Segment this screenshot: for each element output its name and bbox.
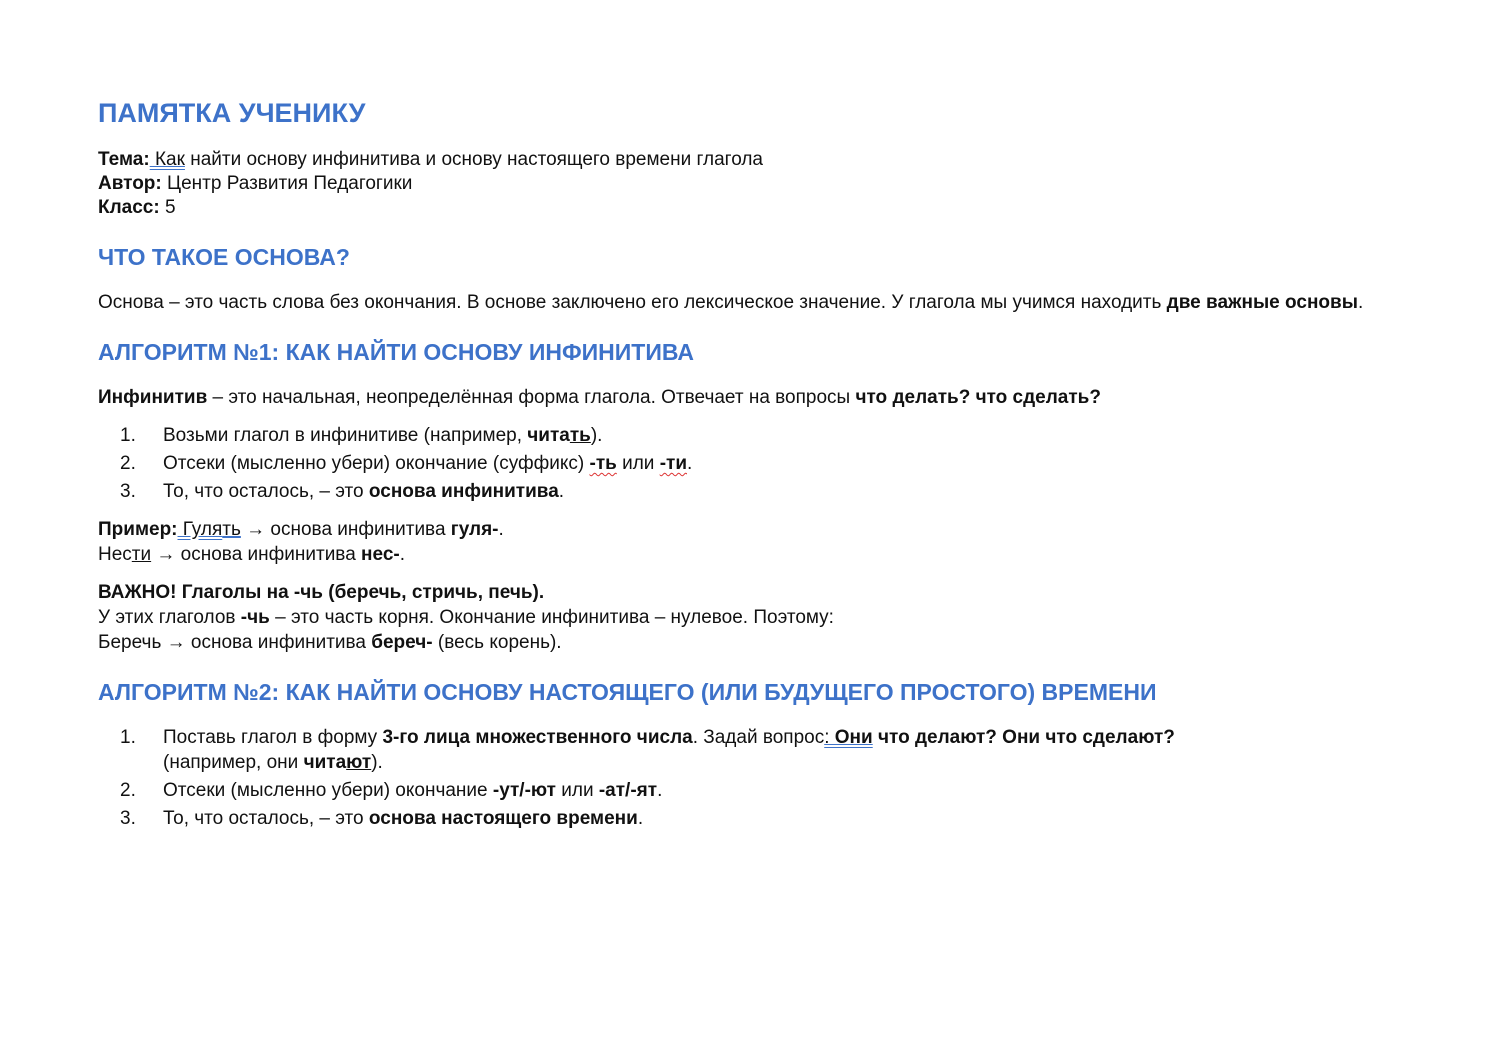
topic-word: Как (149, 149, 185, 170)
topic-label: Тема: (98, 149, 150, 170)
document-title: ПАМЯТКА УЧЕНИКУ (98, 98, 366, 128)
step-line2-ending: ют (346, 752, 372, 773)
step-number: 3. (120, 808, 136, 829)
step-they: Они (829, 727, 873, 748)
algorithm-2-steps (98, 725, 1408, 831)
step-text: Отсеки (мысленно убери) окончание (163, 780, 493, 801)
suffix-ty: -ть (589, 453, 617, 474)
author-label: Автор: (98, 173, 162, 194)
step-text: То, что осталось, – это (163, 808, 369, 829)
step-text-end: . (657, 780, 663, 801)
step-number: 1. (120, 425, 136, 446)
step-text-mid: . Задай вопрос (692, 727, 825, 748)
step-line2-pre: (например, они (163, 752, 304, 773)
important-line-1-bold: -чь (240, 607, 270, 628)
step-text-end: ). (590, 425, 603, 446)
example-label: Пример: (98, 519, 178, 540)
example2-arrow-text: → основа инфинитива (151, 544, 362, 565)
infinitive-questions: что делать? что сделать? (855, 387, 1101, 408)
important-line-2-bold: береч- (371, 632, 433, 653)
step-questions: что делают? Они что сделают? (872, 727, 1175, 748)
example-line-2 (98, 542, 1408, 567)
infinitive-definition (98, 385, 1408, 410)
list-item (98, 778, 1408, 803)
basis-bold: две важные основы (1166, 292, 1358, 313)
important-line-1-post: – это часть корня. Окончание инфинитива – нулевое. Поэтому: (269, 607, 834, 628)
infinitive-term: Инфинитив (98, 387, 208, 408)
list-item (98, 451, 1408, 476)
step-number: 1. (120, 727, 136, 748)
step-number: 2. (120, 453, 136, 474)
step-line2-post: ). (371, 752, 383, 773)
step-bold: основа настоящего времени (368, 808, 638, 829)
example2-result: нес- (361, 544, 400, 565)
basis-text: Основа – это часть слова без окончания. В основе заключено его лексическое значение. У глагола мы учимся находить (98, 292, 1167, 313)
list-item (98, 806, 1408, 831)
list-item (98, 423, 1408, 448)
step-bold: 3-го лица множественного числа (382, 727, 693, 748)
example-stem: чита (527, 425, 570, 446)
example-line-1 (98, 517, 1408, 542)
example-end: . (498, 519, 504, 540)
grade-label: Класс: (98, 197, 160, 218)
step-colon: : (824, 727, 830, 748)
suffix-ti: -ти (659, 453, 687, 474)
list-item (98, 725, 1408, 775)
step-number: 2. (120, 780, 136, 801)
algorithm-1-steps (98, 423, 1408, 504)
important-title-text: ВАЖНО! Глаголы на -чь (беречь, стричь, печь). (98, 582, 545, 603)
step-number: 3. (120, 481, 136, 502)
example2-ending: ти (131, 544, 152, 565)
example-word-stem: Гуля (177, 519, 223, 540)
meta-block (98, 148, 1408, 220)
step-text: То, что осталось, – это (163, 481, 369, 502)
example2-stem: Нес (98, 544, 132, 565)
example-arrow-text: → основа инфинитива (240, 519, 451, 540)
step-text-end: . (687, 453, 693, 474)
step-text: Поставь глагол в форму (163, 727, 383, 748)
document-page (98, 96, 1408, 834)
list-item (98, 479, 1408, 504)
section-heading-algorithm-1: АЛГОРИТМ №1: КАК НАЙТИ ОСНОВУ ИНФИНИТИВА (98, 339, 694, 365)
grade-value: 5 (159, 197, 176, 218)
basis-definition (98, 290, 1408, 315)
basis-end: . (1357, 292, 1364, 313)
step-text-mid: или (555, 780, 599, 801)
step-bold-2: -ат/-ят (598, 780, 658, 801)
example-word-ending: ть (222, 519, 241, 540)
author-value: Центр Развития Педагогики (161, 173, 413, 194)
step-line2-stem: чита (303, 752, 347, 773)
topic-text: найти основу инфинитива и основу настоящего времени глагола (184, 149, 763, 170)
example-ending: ть (569, 425, 591, 446)
important-line-1 (98, 605, 1408, 630)
grade-line (98, 196, 1408, 220)
section-heading-basis: ЧТО ТАКОЕ ОСНОВА? (98, 244, 350, 270)
infinitive-def-text: – это начальная, неопределённая форма глагола. Отвечает на вопросы (207, 387, 856, 408)
section-heading-algorithm-2: АЛГОРИТМ №2: КАК НАЙТИ ОСНОВУ НАСТОЯЩЕГО (ИЛИ БУДУЩЕГО ПРОСТОГО) ВРЕМЕНИ (98, 679, 1157, 705)
step-text-mid: или (616, 453, 660, 474)
step-text: Возьми глагол в инфинитиве (например, (163, 425, 528, 446)
step-text-end: . (558, 481, 565, 502)
author-line (98, 172, 1408, 196)
example-result: гуля- (450, 519, 499, 540)
step-bold: основа инфинитива (368, 481, 559, 502)
important-line-2 (98, 630, 1408, 655)
step-bold-1: -ут/-ют (492, 780, 556, 801)
step-text: Отсеки (мысленно убери) окончание (суффикс) (163, 453, 590, 474)
step-text-end: . (637, 808, 644, 829)
important-line-2-post: (весь корень). (432, 632, 562, 653)
example2-end: . (399, 544, 406, 565)
important-title (98, 580, 1408, 605)
topic-line (98, 148, 1408, 172)
important-line-1-pre: У этих глаголов (98, 607, 241, 628)
important-line-2-pre: Беречь → основа инфинитива (98, 632, 372, 653)
